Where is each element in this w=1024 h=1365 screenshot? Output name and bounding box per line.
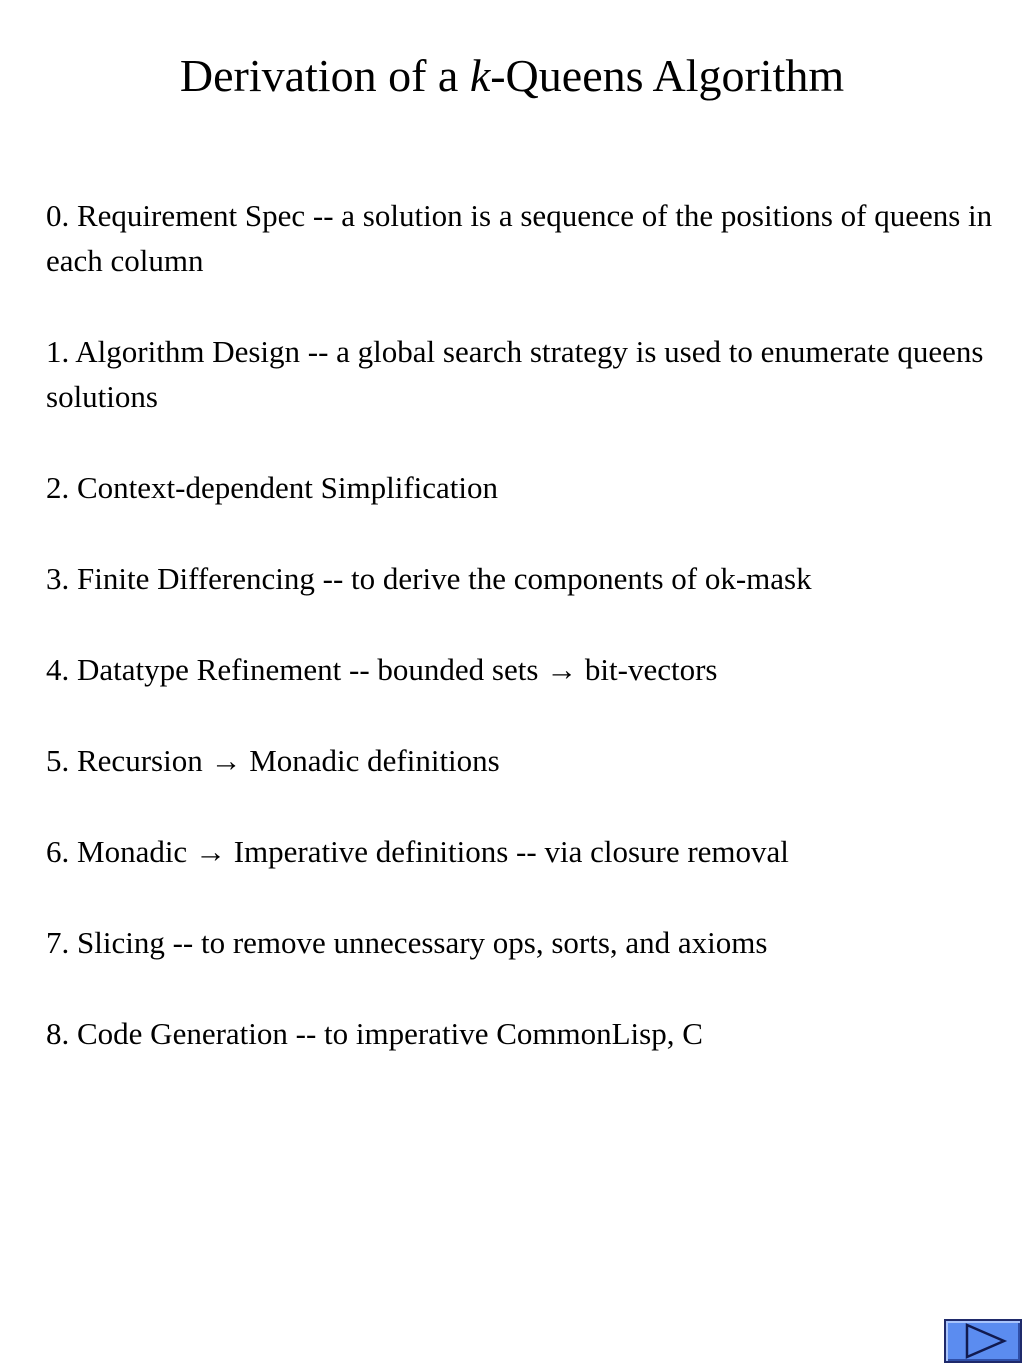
step-3-finite-differencing: 3. Finite Differencing -- to derive the components of ok-mask [46, 561, 812, 596]
step-8-code-generation: 8. Code Generation -- to imperative CommonLisp, C [46, 1016, 703, 1051]
step-2-simplification: 2. Context-dependent Simplification [46, 470, 498, 505]
derivation-steps-list [46, 193, 1021, 1102]
play-triangle-icon [946, 1321, 1020, 1361]
step-6-monadic-imperative: 6. Monadic → Imperative definitions -- via closure removal [46, 834, 789, 869]
title-prefix: Derivation of a [179, 50, 470, 101]
step-4-datatype-refinement: 4. Datatype Refinement -- bounded sets → bit-vectors [46, 652, 718, 687]
title-suffix: -Queens Algorithm [490, 50, 845, 101]
next-slide-button[interactable] [944, 1319, 1022, 1363]
title-italic-k: k [469, 50, 491, 101]
step-7-slicing: 7. Slicing -- to remove unnecessary ops, sorts, and axioms [46, 925, 768, 960]
step-0-requirement-spec: 0. Requirement Spec -- a solution is a sequence of the positions of queens in each column [46, 198, 993, 278]
step-5-recursion: 5. Recursion → Monadic definitions [46, 743, 500, 778]
step-1-algorithm-design: 1. Algorithm Design -- a global search strategy is used to enumerate queens solutions [46, 334, 984, 414]
slide-title [0, 46, 1024, 106]
